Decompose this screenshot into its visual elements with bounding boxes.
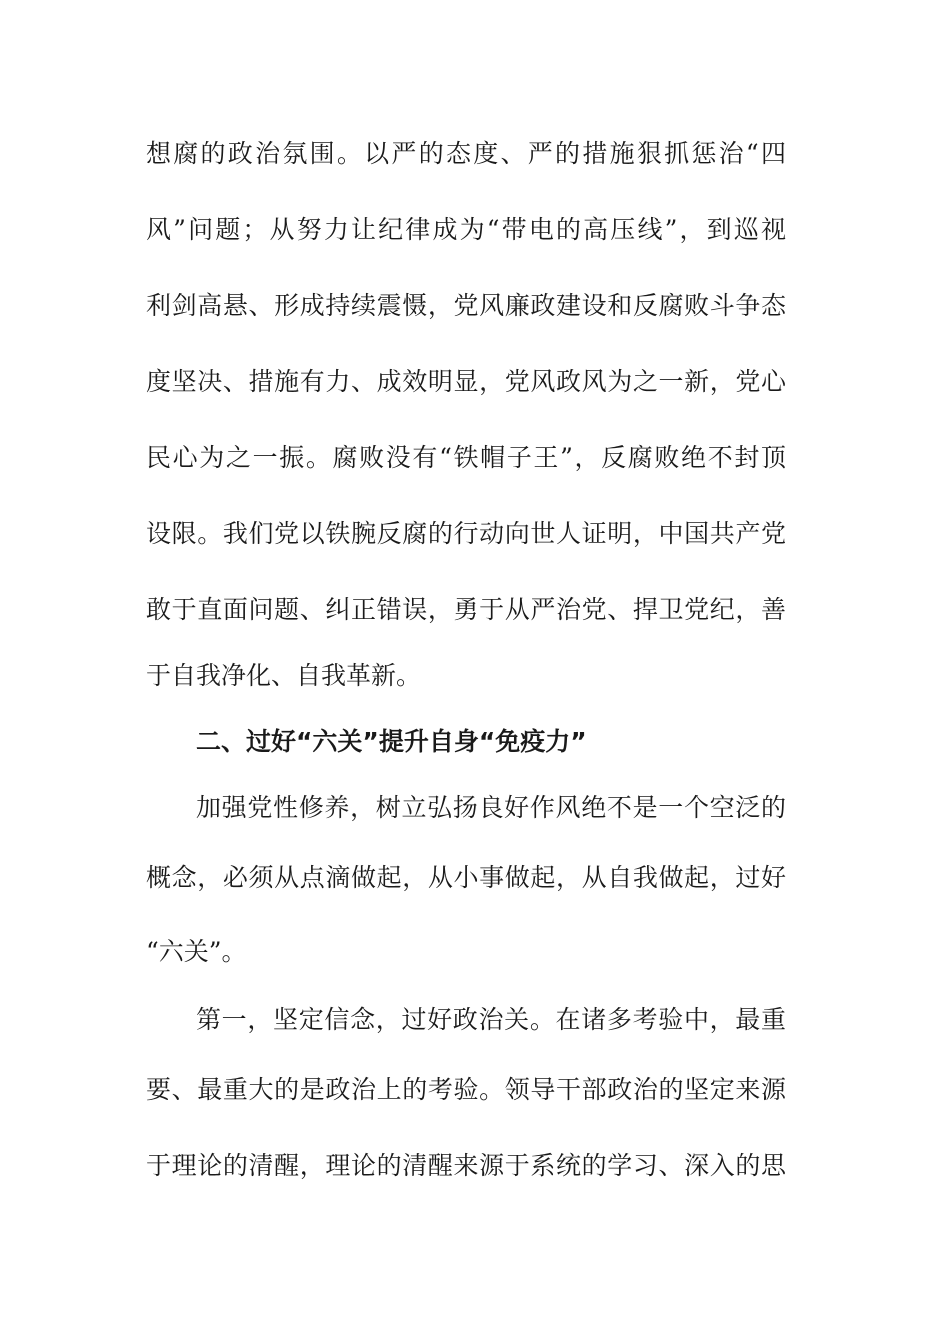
paragraph-line: 民心为之一振。腐败没有“铁帽子王”，反腐败绝不封顶 <box>146 443 786 472</box>
section-heading: 二、过好“六关”提升自身“免疫力” <box>196 727 587 756</box>
paragraph-line: 于自我净化、自我革新。 <box>146 661 422 690</box>
paragraph-line: 第一，坚定信念，过好政治关。在诸多考验中，最重 <box>196 1005 786 1034</box>
paragraph-line: 风”问题；从努力让纪律成为“带电的高压线”，到巡视 <box>146 215 786 244</box>
paragraph-line: “六关”。 <box>146 937 247 966</box>
paragraph-line: 加强党性修养，树立弘扬良好作风绝不是一个空泛的 <box>196 793 786 822</box>
paragraph-line: 概念，必须从点滴做起，从小事做起，从自我做起，过好 <box>146 863 786 892</box>
paragraph-line: 想腐的政治氛围。以严的态度、严的措施狠抓惩治“四 <box>146 139 786 168</box>
paragraph-line: 利剑高悬、形成持续震慑，党风廉政建设和反腐败斗争态 <box>146 291 786 320</box>
paragraph-line: 要、最重大的是政治上的考验。领导干部政治的坚定来源 <box>146 1075 786 1104</box>
paragraph-line: 于理论的清醒，理论的清醒来源于系统的学习、深入的思 <box>146 1151 786 1180</box>
paragraph-line: 敢于直面问题、纠正错误，勇于从严治党、捍卫党纪，善 <box>146 595 786 624</box>
paragraph-line: 设限。我们党以铁腕反腐的行动向世人证明，中国共产党 <box>146 519 786 548</box>
paragraph-line: 度坚决、措施有力、成效明显，党风政风为之一新，党心 <box>146 367 786 396</box>
